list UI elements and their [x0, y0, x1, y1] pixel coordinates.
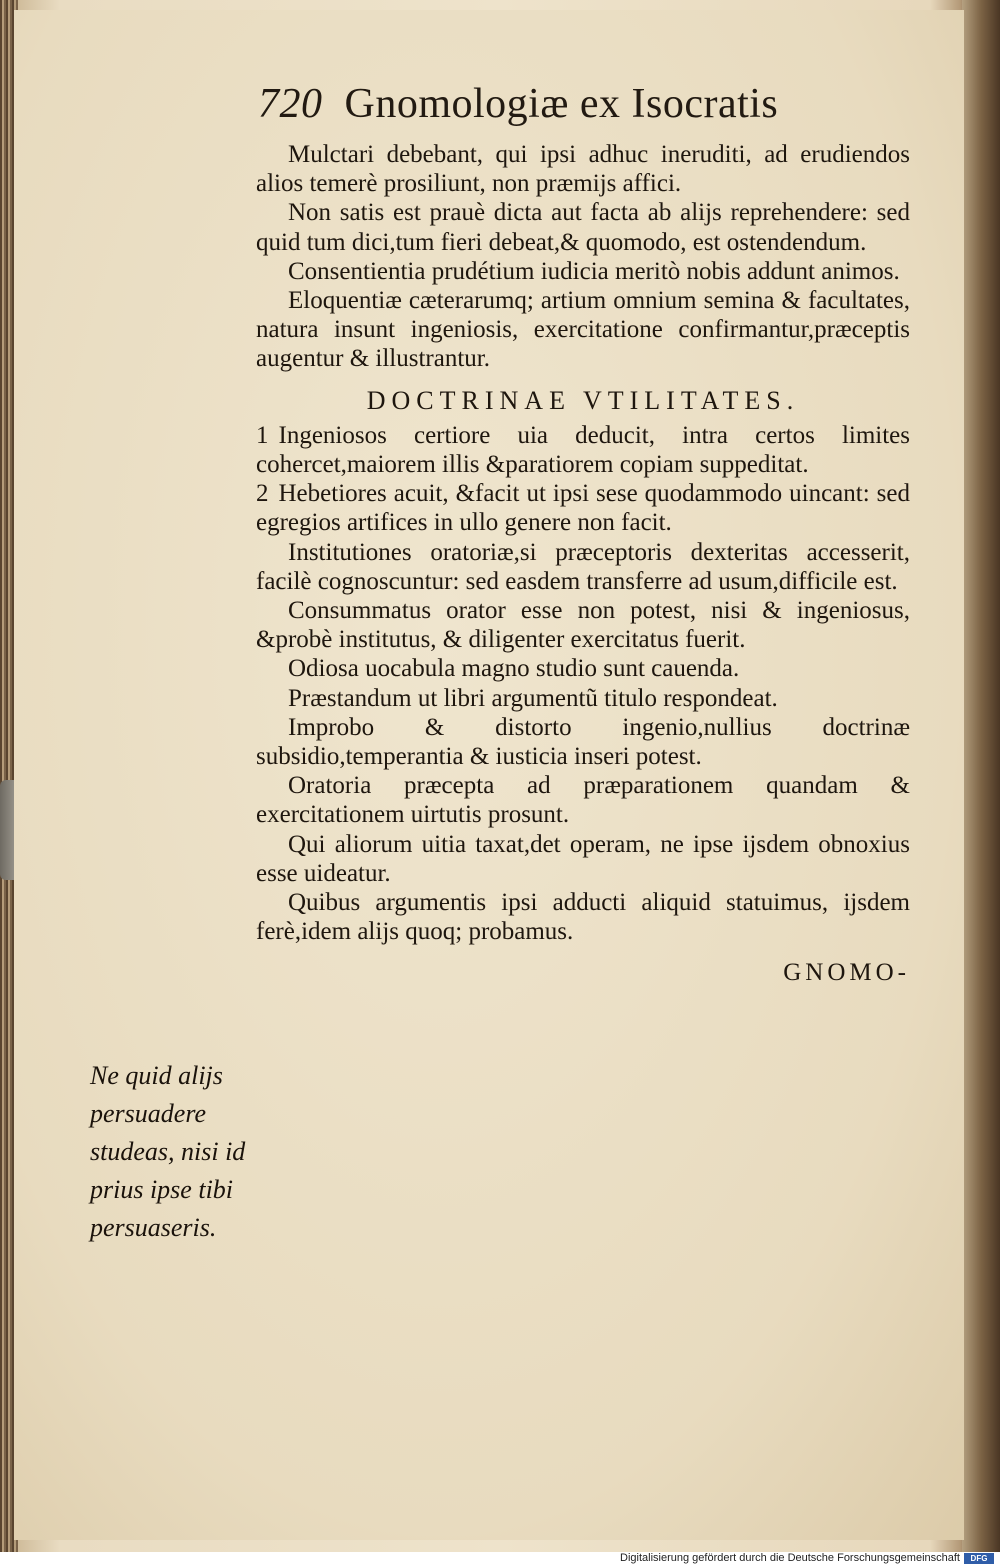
dfg-logo: DFG	[964, 1553, 994, 1564]
section-heading: DOCTRINAE VTILITATES.	[366, 385, 800, 415]
numbered-paragraph	[256, 421, 910, 479]
margin-note: Ne quid alijs persuadere studeas, nisi id prius ipse tibi persuaseris.	[90, 1061, 246, 1242]
digitization-footer	[0, 1552, 1000, 1566]
running-head-title: Gnomologiæ ex Isocratis	[344, 81, 779, 127]
paragraph: Quibus argumentis ipsi adducti aliquid statuimus, ijsdem ferè,idem alijs quoq; probamus.	[256, 889, 910, 946]
paragraph-number: 2	[256, 480, 269, 508]
right-page-edge	[962, 0, 1000, 1552]
paragraph: Mulctari debebant, qui ipsi adhuc ineruditi, ad erudiendos alios temerè prosiliunt, non præmijs affici.	[256, 141, 910, 198]
numbered-paragraph	[256, 479, 910, 537]
main-text	[256, 140, 910, 988]
footer-text: Digitalisierung gefördert durch die Deutsche Forschungsgemeinschaft	[620, 1552, 960, 1564]
paragraph: Non satis est prauè dicta aut facta ab alijs reprehendere: sed quid tum dici,tum fieri debeat,& quomodo, est ostendendum.	[256, 199, 910, 256]
paragraph: Oratoria præcepta ad præparationem quandam & exercitationem uirtutis prosunt.	[256, 772, 910, 829]
paragraph: Consummatus orator esse non potest, nisi & ingeniosus, &probè institutus, & diligenter exercitatus fuerit.	[256, 597, 910, 654]
paragraph: Odiosa uocabula magno studio sunt cauenda.	[288, 655, 740, 683]
paragraph-number: 1	[256, 421, 269, 449]
paragraph: Institutiones oratoriæ,si præceptoris dexteritas accesserit, facilè cognoscuntur: sed easdem transferre ad usum,difficile est.	[256, 538, 910, 595]
paragraph: Præstandum ut libri argumentũ titulo respondeat.	[288, 684, 778, 712]
paragraph-text: Hebetiores acuit, &facit ut ipsi sese quodammodo uincant: sed egregios artifices in ullo genere non facit.	[256, 480, 910, 537]
paragraph: Eloquentiæ cæterarumq; artium omnium semina & facultates, natura insunt ingeniosis, exercitatione confirmantur,præceptis augentur & illustrantur.	[256, 287, 910, 373]
paragraph: Consentientia prudétium iudicia meritò nobis addunt animos.	[288, 257, 900, 285]
page-number: 720	[258, 81, 323, 127]
paragraph-text: Ingeniosos certiore uia deducit, intra certos limites cohercet,maiorem illis &paratiorem copiam suppeditat.	[256, 421, 910, 479]
paragraph: Improbo & distorto ingenio,nullius doctrinæ subsidio,temperantia & iusticia inseri potest.	[256, 713, 910, 771]
catchword: GNOMO-	[783, 959, 910, 987]
running-head	[258, 80, 778, 128]
paragraph: Qui aliorum uitia taxat,det operam, ne ipse ijsdem obnoxius esse uideatur.	[256, 830, 910, 887]
